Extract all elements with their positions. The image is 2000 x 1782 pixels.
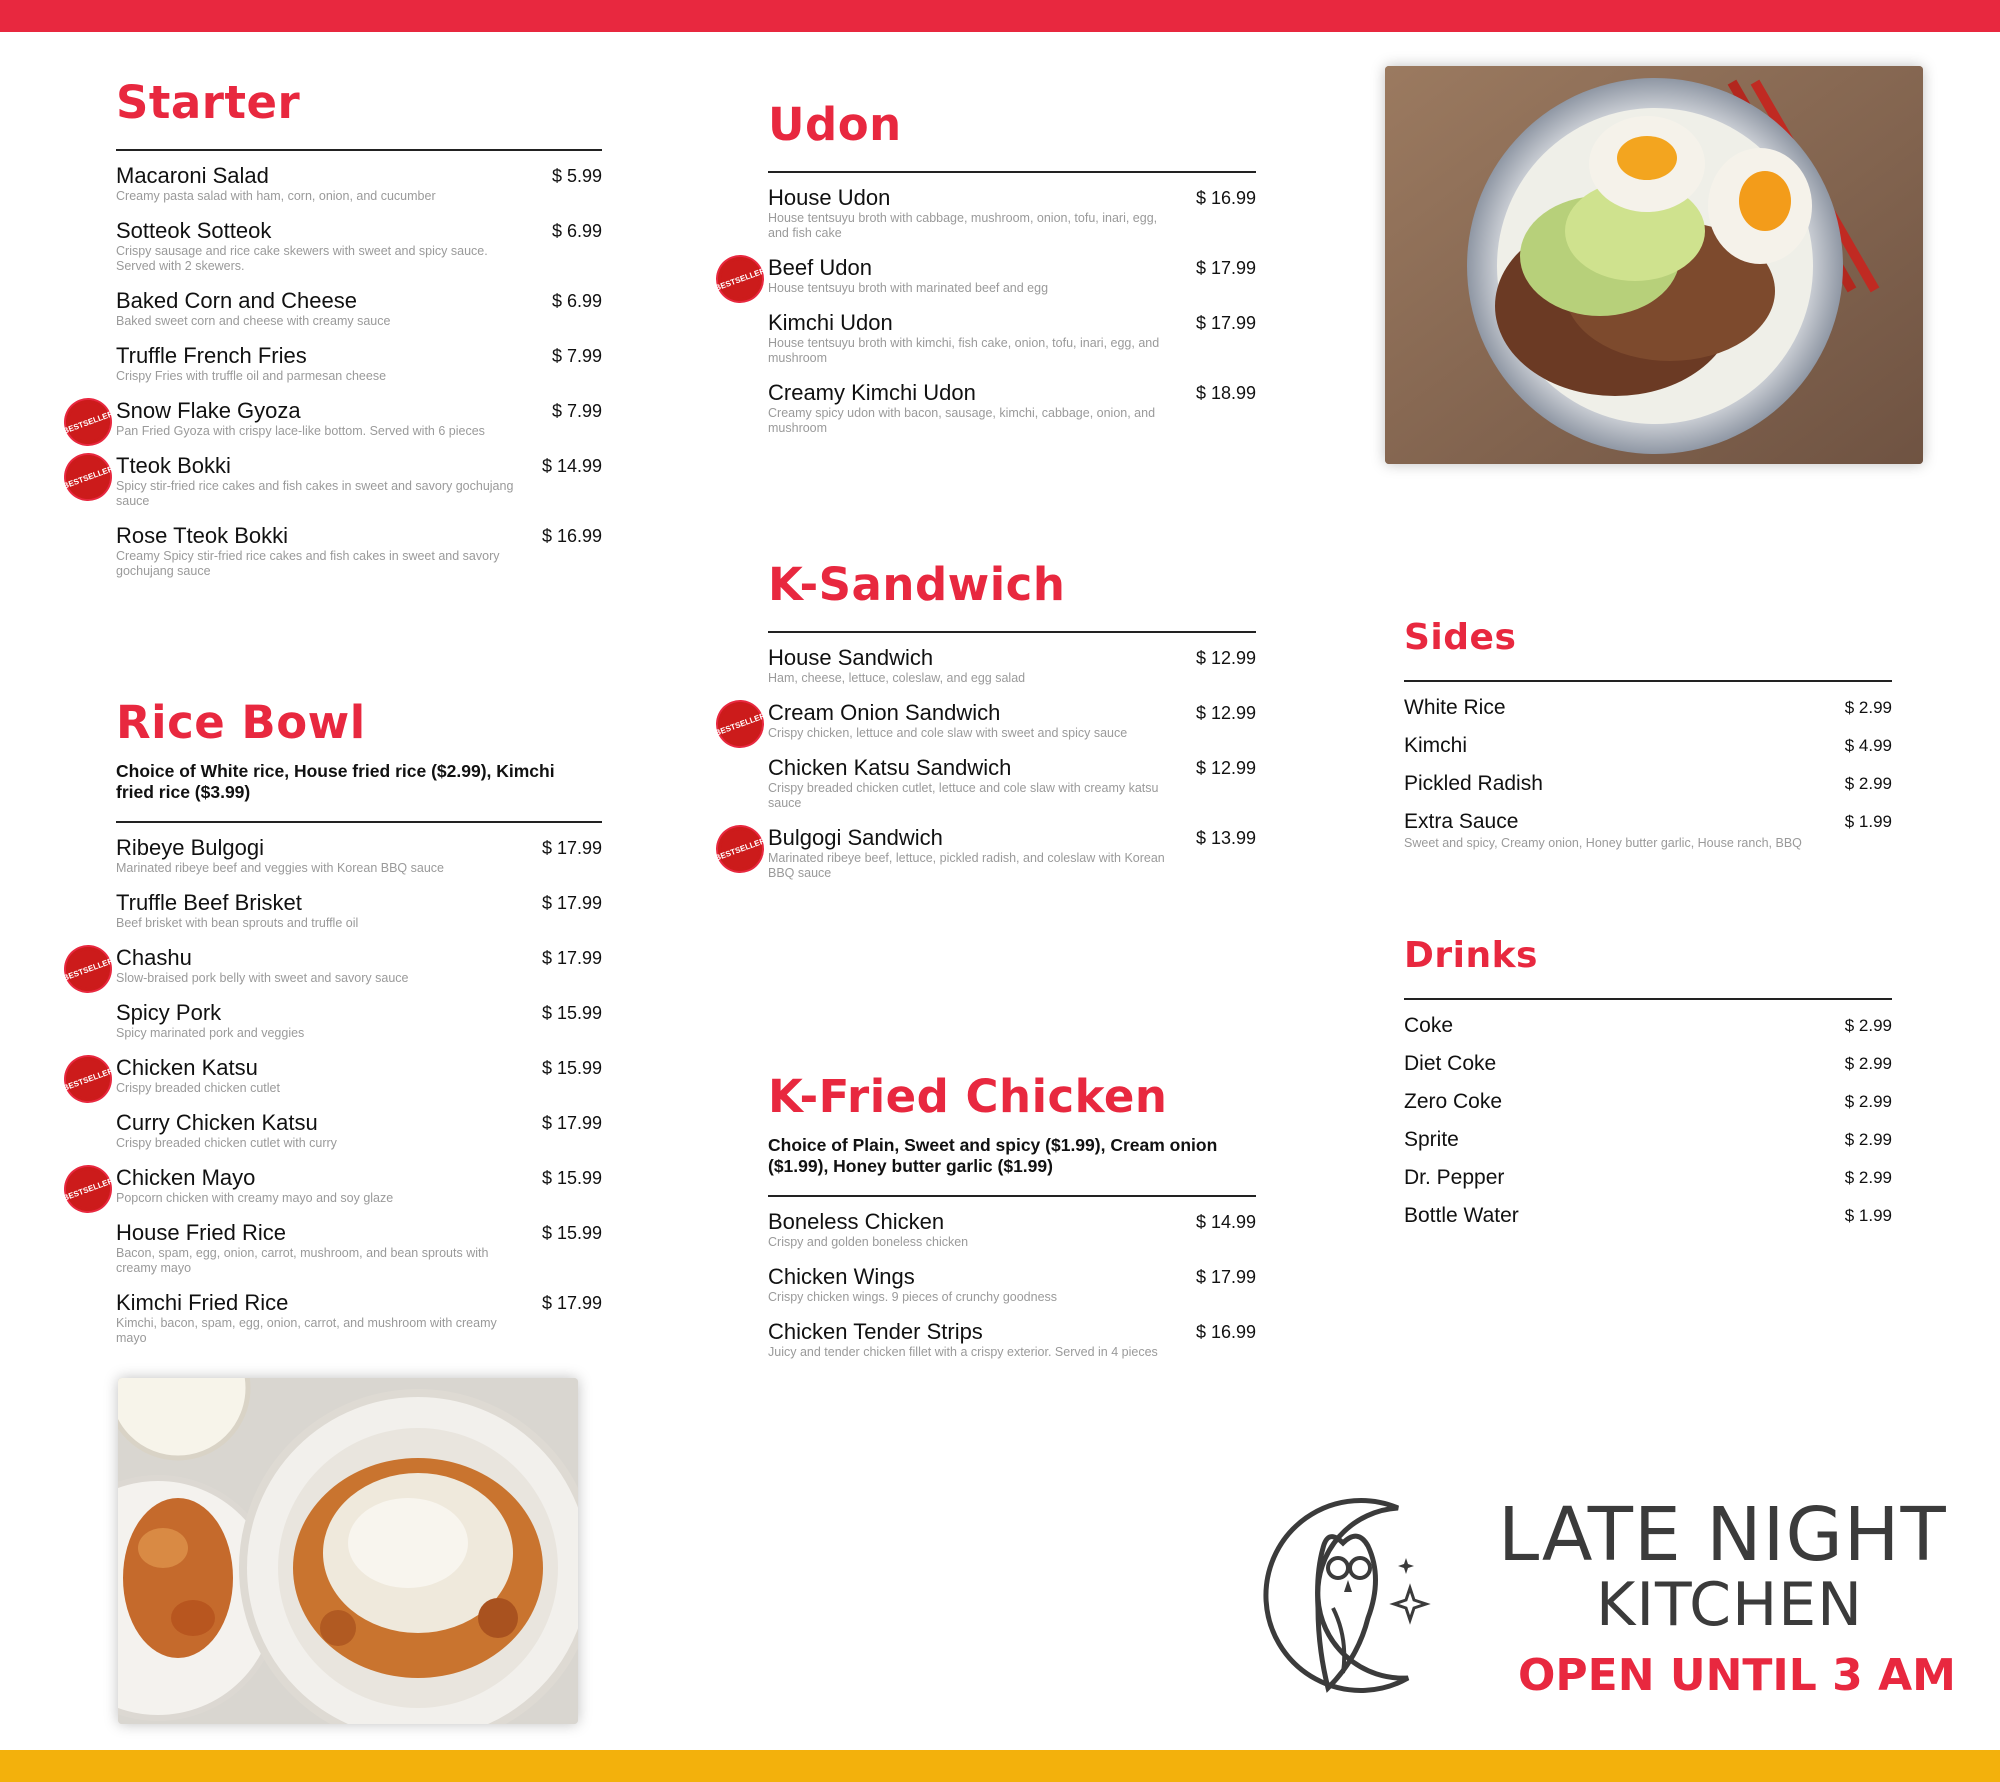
menu-item: [116, 523, 602, 579]
item-price: $ 4.99: [1844, 736, 1892, 755]
item-name: House Sandwich: [768, 645, 934, 670]
menu-list: [61, 835, 602, 1346]
item-description: Creamy pasta salad with ham, corn, onion, and cucumber: [116, 189, 436, 203]
menu-item: [768, 755, 1256, 811]
item-name: Macaroni Salad: [116, 163, 269, 188]
item-name: Kimchi Udon: [768, 310, 893, 335]
badge-text: BEST: [61, 474, 85, 491]
drinks-section: [1404, 935, 1892, 1240]
menu-item: [116, 890, 602, 931]
item-price: $ 6.99: [551, 291, 602, 311]
item-description: Crispy breaded chicken cutlet: [116, 1081, 280, 1095]
item-name: Tteok Bokki: [116, 453, 231, 478]
item-price: $ 15.99: [541, 1223, 602, 1243]
menu-list: [713, 185, 1256, 436]
item-price: $ 12.99: [1195, 648, 1256, 668]
item-price: $ 17.99: [541, 893, 602, 913]
item-name: Bulgogi Sandwich: [768, 825, 943, 850]
menu-list: [1404, 694, 1892, 851]
menu-item: [116, 163, 602, 204]
item-name: Chashu: [116, 945, 192, 970]
menu-item: [768, 1264, 1256, 1305]
best-seller-badge: [60, 394, 116, 450]
item-price: $ 14.99: [1195, 1212, 1256, 1232]
item-price: $ 15.99: [541, 1168, 602, 1188]
item-description: Crispy chicken, lettuce and cole slaw with sweet and spicy sauce: [768, 726, 1128, 740]
menu-item: [1404, 1164, 1892, 1192]
menu-item: [1404, 770, 1892, 798]
item-price: $ 2.99: [1844, 698, 1892, 717]
item-price: $ 13.99: [1195, 828, 1256, 848]
badge-text: BEST: [61, 419, 85, 436]
section-title: Rice Bowl: [116, 696, 366, 749]
item-description: Popcorn chicken with creamy mayo and soy glaze: [116, 1191, 394, 1205]
item-description: House tentsuyu broth with cabbage, mushroom, onion, tofu, inari, egg, and fish cake: [768, 211, 1158, 240]
badge-text: BEST: [61, 1186, 85, 1203]
item-description: Bacon, spam, egg, onion, carrot, mushroom, and bean sprouts with creamy mayo: [116, 1246, 489, 1275]
menu-item: [1404, 732, 1892, 760]
item-name: Diet Coke: [1404, 1052, 1497, 1075]
item-description: Pan Fried Gyoza with crispy lace-like bottom. Served with 6 pieces: [116, 424, 485, 438]
item-price: $ 1.99: [1844, 1206, 1892, 1225]
item-name: Chicken Wings: [768, 1264, 915, 1289]
section-note: Choice of White rice, House fried rice ($2.99), Kimchi fried rice ($3.99): [116, 761, 555, 802]
item-price: $ 2.99: [1844, 1054, 1892, 1073]
item-description: House tentsuyu broth with kimchi, fish cake, onion, tofu, inari, egg, and mushroom: [768, 336, 1160, 365]
rice-bowl-section: [61, 696, 602, 1360]
item-name: Beef Udon: [768, 255, 872, 280]
item-name: Kimchi: [1404, 734, 1468, 757]
section-divider: [116, 149, 602, 151]
item-description: Crispy sausage and rice cake skewers with sweet and spicy sauce. Served with 2 skewers.: [116, 244, 488, 273]
best-seller-badge: [60, 449, 116, 505]
item-price: $ 14.99: [541, 456, 602, 476]
section-note: Choice of Plain, Sweet and spicy ($1.99), Cream onion ($1.99), Honey butter garlic ($1.99): [768, 1135, 1218, 1176]
item-description: Crispy chicken wings. 9 pieces of crunchy goodness: [768, 1290, 1058, 1304]
menu-item: [713, 825, 1256, 881]
sandwich-section: [713, 558, 1256, 895]
badge-text: SELLER: [733, 265, 767, 285]
menu-item: [116, 343, 602, 384]
menu-item: [116, 288, 602, 329]
item-name: Truffle Beef Brisket: [116, 890, 302, 915]
menu-item: [713, 255, 1256, 296]
menu-item: [116, 1110, 602, 1151]
item-name: Ribeye Bulgogi: [116, 835, 264, 860]
item-name: Creamy Kimchi Udon: [768, 380, 976, 405]
restaurant-logo: [1248, 1488, 1958, 1708]
item-name: Extra Sauce: [1404, 810, 1519, 833]
item-price: $ 17.99: [1195, 258, 1256, 278]
menu-list: [713, 645, 1256, 881]
menu-item: [61, 453, 602, 509]
menu-item: [768, 310, 1256, 366]
logo-text-line2: KITCHEN: [1596, 1570, 1863, 1640]
badge-text: SELLER: [81, 1065, 115, 1085]
section-divider: [116, 821, 602, 823]
starter-section: [61, 76, 602, 593]
item-name: Chicken Katsu: [116, 1055, 258, 1080]
section-title: Sides: [1404, 617, 1517, 658]
item-description: Crispy breaded chicken cutlet with curry: [116, 1136, 337, 1150]
item-description: Creamy spicy udon with bacon, sausage, kimchi, cabbage, onion, and mushroom: [768, 406, 1156, 435]
owl-moon-icon: [1248, 1488, 1458, 1708]
item-name: Chicken Katsu Sandwich: [768, 755, 1012, 780]
menu-item: [116, 835, 602, 876]
item-description: Juicy and tender chicken fillet with a crispy exterior. Served in 4 pieces: [768, 1345, 1158, 1359]
top-accent-bar: [0, 0, 2000, 32]
item-name: Sprite: [1404, 1128, 1459, 1151]
udon-section: [713, 98, 1256, 450]
badge-text: SELLER: [81, 1175, 115, 1195]
menu-item: [768, 185, 1256, 241]
item-price: $ 17.99: [541, 838, 602, 858]
best-seller-badge: [712, 821, 768, 877]
item-name: Curry Chicken Katsu: [116, 1110, 318, 1135]
item-name: Chicken Tender Strips: [768, 1319, 983, 1344]
menu-list: [61, 163, 602, 579]
menu-item: [116, 1290, 602, 1346]
item-name: Spicy Pork: [116, 1000, 222, 1025]
item-description: Creamy Spicy stir-fried rice cakes and fish cakes in sweet and savory gochujang sauce: [116, 549, 500, 578]
item-price: $ 5.99: [551, 166, 602, 186]
item-name: Rose Tteok Bokki: [116, 523, 289, 548]
item-description: Slow-braised pork belly with sweet and savory sauce: [116, 971, 409, 985]
item-name: White Rice: [1404, 696, 1506, 719]
badge-text: SELLER: [81, 955, 115, 975]
menu-item: [1404, 1126, 1892, 1154]
section-divider: [768, 171, 1256, 173]
item-description: Spicy stir-fried rice cakes and fish cakes in sweet and savory gochujang sauce: [116, 479, 514, 508]
section-title: K-Sandwich: [768, 558, 1066, 611]
item-price: $ 17.99: [1195, 313, 1256, 333]
item-description: Crispy breaded chicken cutlet, lettuce and cole slaw with creamy katsu sauce: [768, 781, 1159, 810]
menu-item: [1404, 1202, 1892, 1230]
section-divider: [768, 1195, 1256, 1197]
item-description: Baked sweet corn and cheese with creamy sauce: [116, 314, 391, 328]
item-price: $ 2.99: [1844, 1092, 1892, 1111]
opening-hours-tagline: OPEN UNTIL 3 AM: [1518, 1650, 1956, 1701]
item-price: $ 17.99: [1195, 1267, 1256, 1287]
badge-text: SELLER: [81, 408, 115, 428]
menu-item: [768, 380, 1256, 436]
menu-item: [768, 645, 1256, 686]
item-price: $ 16.99: [1195, 188, 1256, 208]
best-seller-badge: [712, 251, 768, 307]
item-name: Baked Corn and Cheese: [116, 288, 357, 313]
item-price: $ 2.99: [1844, 1130, 1892, 1149]
item-name: Coke: [1404, 1014, 1454, 1037]
item-price: $ 15.99: [541, 1003, 602, 1023]
item-price: $ 15.99: [541, 1058, 602, 1078]
item-name: Boneless Chicken: [768, 1209, 945, 1234]
menu-item: [1404, 1050, 1892, 1078]
item-name: Kimchi Fried Rice: [116, 1290, 289, 1315]
section-title: Drinks: [1404, 935, 1538, 976]
item-description: Crispy and golden boneless chicken: [768, 1235, 969, 1249]
section-title: Starter: [116, 76, 301, 129]
menu-item: [1404, 694, 1892, 722]
menu-item: [1404, 808, 1892, 851]
item-description: House tentsuyu broth with marinated beef and egg: [768, 281, 1049, 295]
item-description: Kimchi, bacon, spam, egg, onion, carrot, and mushroom with creamy mayo: [116, 1316, 497, 1345]
item-description: Spicy marinated pork and veggies: [116, 1026, 305, 1040]
item-price: $ 17.99: [541, 948, 602, 968]
section-title: Udon: [768, 98, 902, 151]
logo-text-line1: LATE NIGHT: [1498, 1492, 1947, 1578]
item-price: $ 16.99: [541, 526, 602, 546]
item-name: Sotteok Sotteok: [116, 218, 272, 243]
item-price: $ 2.99: [1844, 1168, 1892, 1187]
menu-item: [61, 945, 602, 986]
sides-section: [1404, 617, 1892, 861]
menu-item: [61, 1055, 602, 1096]
item-price: $ 2.99: [1844, 774, 1892, 793]
fried-chicken-section: [768, 1070, 1256, 1374]
item-price: $ 6.99: [551, 221, 602, 241]
badge-text: BEST: [713, 721, 737, 738]
badge-text: SELLER: [733, 710, 767, 730]
menu-item: [116, 1000, 602, 1041]
item-price: $ 1.99: [1844, 812, 1892, 831]
item-name: Truffle French Fries: [116, 343, 307, 368]
menu-list: [1404, 1012, 1892, 1230]
item-name: Pickled Radish: [1404, 772, 1543, 795]
item-price: $ 2.99: [1844, 1016, 1892, 1035]
badge-text: BEST: [61, 1076, 85, 1093]
section-divider: [768, 631, 1256, 633]
badge-text: BEST: [61, 966, 85, 983]
item-description: Crispy Fries with truffle oil and parmesan cheese: [116, 369, 387, 383]
item-description: Ham, cheese, lettuce, coleslaw, and egg salad: [768, 671, 1026, 685]
menu-list: [768, 1209, 1256, 1360]
item-description: Marinated ribeye beef, lettuce, pickled radish, and coleslaw with Korean BBQ sauce: [768, 851, 1165, 880]
menu-item: [61, 1165, 602, 1206]
item-name: Cream Onion Sandwich: [768, 700, 1001, 725]
item-description: Sweet and spicy, Creamy onion, Honey butter garlic, House ranch, BBQ: [1404, 836, 1802, 850]
badge-text: BEST: [713, 276, 737, 293]
item-description: Marinated ribeye beef and veggies with Korean BBQ sauce: [116, 861, 444, 875]
menu-item: [61, 398, 602, 439]
item-price: $ 18.99: [1195, 383, 1256, 403]
item-price: $ 12.99: [1195, 703, 1256, 723]
menu-item: [1404, 1088, 1892, 1116]
item-name: Snow Flake Gyoza: [116, 398, 301, 423]
section-divider: [1404, 680, 1892, 682]
item-description: Beef brisket with bean sprouts and truffle oil: [116, 916, 359, 930]
best-seller-badge: [60, 1161, 116, 1217]
item-name: Dr. Pepper: [1404, 1166, 1505, 1189]
item-name: Zero Coke: [1404, 1090, 1503, 1113]
item-name: Chicken Mayo: [116, 1165, 256, 1190]
menu-item: [116, 218, 602, 274]
best-seller-badge: [60, 941, 116, 997]
item-name: House Udon: [768, 185, 891, 210]
bottom-accent-bar: [0, 1750, 2000, 1782]
chashu-bowl-photo: [1385, 66, 1923, 464]
best-seller-badge: [712, 696, 768, 752]
item-price: $ 17.99: [541, 1293, 602, 1313]
best-seller-badge: [60, 1051, 116, 1107]
badge-text: SELLER: [81, 463, 115, 483]
item-price: $ 7.99: [551, 401, 602, 421]
menu-item: [768, 1209, 1256, 1250]
menu-item: [1404, 1012, 1892, 1040]
item-price: $ 17.99: [541, 1113, 602, 1133]
item-name: House Fried Rice: [116, 1220, 286, 1245]
menu-item: [713, 700, 1256, 741]
item-price: $ 12.99: [1195, 758, 1256, 778]
badge-text: SELLER: [733, 835, 767, 855]
section-divider: [1404, 998, 1892, 1000]
item-price: $ 7.99: [551, 346, 602, 366]
menu-item: [768, 1319, 1256, 1360]
menu-item: [116, 1220, 602, 1276]
badge-text: BEST: [713, 846, 737, 863]
item-price: $ 16.99: [1195, 1322, 1256, 1342]
item-name: Bottle Water: [1404, 1204, 1519, 1227]
chicken-mayo-photo: [118, 1378, 578, 1724]
section-title: K-Fried Chicken: [768, 1070, 1168, 1123]
